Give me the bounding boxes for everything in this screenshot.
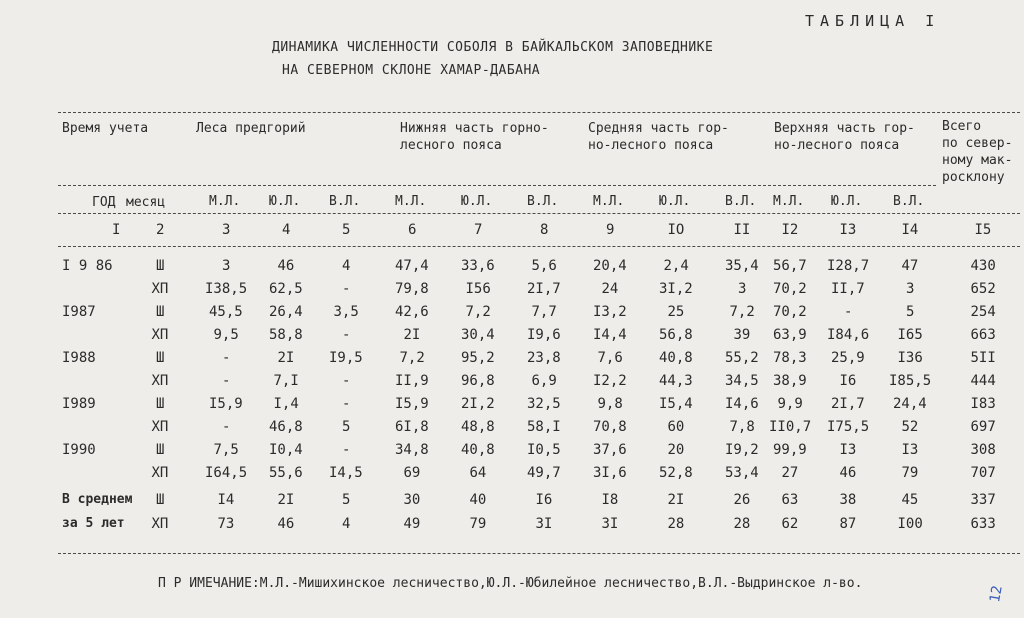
table-cell: 30 xyxy=(403,492,421,508)
table-cell: 254 xyxy=(970,304,996,320)
row-year-label: I990 xyxy=(62,442,96,458)
table-cell: 697 xyxy=(970,419,996,435)
table-cell: - xyxy=(222,350,231,366)
table-cell: 38 xyxy=(839,492,857,508)
table-cell: I4,4 xyxy=(593,327,627,343)
table-cell: I8 xyxy=(601,492,619,508)
table-cell: 40,8 xyxy=(461,442,495,458)
row-month-label: ХП xyxy=(151,327,169,343)
row-month-label: ХП xyxy=(151,373,169,389)
table-cell: II0,7 xyxy=(769,419,812,435)
table-cell: 25 xyxy=(667,304,685,320)
table-cell: 663 xyxy=(970,327,996,343)
table-cell: - xyxy=(222,373,231,389)
subheader-cell: М.Л. xyxy=(395,194,427,209)
table-cell: 2I xyxy=(403,327,421,343)
table-cell: I28,7 xyxy=(827,258,870,274)
table-cell: 38,9 xyxy=(773,373,807,389)
table-title-line1: ДИНАМИКА ЧИСЛЕННОСТИ СОБОЛЯ В БАЙКАЛЬСКОМ ЗАПОВЕДНИКЕ xyxy=(272,40,714,55)
table-cell: 96,8 xyxy=(461,373,495,389)
rule-numbers-top xyxy=(58,213,1020,214)
header-month: месяц xyxy=(126,195,166,210)
table-cell: 20 xyxy=(667,442,685,458)
row-month-label: ХП xyxy=(151,419,169,435)
table-cell: I3,2 xyxy=(593,304,627,320)
table-cell: 2,4 xyxy=(663,258,689,274)
column-number-cell: I3 xyxy=(839,222,857,238)
table-cell: 7,I xyxy=(273,373,299,389)
table-cell: 63,9 xyxy=(773,327,807,343)
table-cell: 5II xyxy=(970,350,996,366)
table-cell: 430 xyxy=(970,258,996,274)
row-month-label: ХП xyxy=(151,465,169,481)
table-cell: 58,8 xyxy=(269,327,303,343)
subheader-cell: Ю.Л. xyxy=(659,194,691,209)
table-cell: 2I xyxy=(667,492,685,508)
table-cell: 33,6 xyxy=(461,258,495,274)
table-cell: I2,2 xyxy=(593,373,627,389)
row-year-label: за 5 лет xyxy=(62,516,125,531)
table-cell: 45 xyxy=(901,492,919,508)
row-month-label: Ш xyxy=(156,396,165,412)
table-cell: 49,7 xyxy=(527,465,561,481)
table-cell: I,4 xyxy=(273,396,299,412)
table-cell: 7,5 xyxy=(213,442,239,458)
rule-bottom xyxy=(58,553,1020,554)
table-cell: 5,6 xyxy=(531,258,557,274)
table-cell: 652 xyxy=(970,281,996,297)
table-cell: 73 xyxy=(217,516,235,532)
table-cell: 3 xyxy=(222,258,231,274)
header-year: ГОД xyxy=(92,195,116,210)
table-cell: 64 xyxy=(469,465,487,481)
row-month-label: Ш xyxy=(156,258,165,274)
table-cell: 3I,6 xyxy=(593,465,627,481)
table-cell: 3 xyxy=(738,281,747,297)
subheader-cell: В.Л. xyxy=(527,194,559,209)
table-cell: 40 xyxy=(469,492,487,508)
table-cell: 7,8 xyxy=(729,419,755,435)
table-cell: 7,6 xyxy=(597,350,623,366)
table-cell: 26,4 xyxy=(269,304,303,320)
header-total: Всего по север- ному мак- росклону xyxy=(942,119,1013,185)
table-cell: 35,4 xyxy=(725,258,759,274)
table-cell: 337 xyxy=(970,492,996,508)
row-month-label: Ш xyxy=(156,492,165,508)
table-cell: 46 xyxy=(277,258,295,274)
table-cell: I9,6 xyxy=(527,327,561,343)
table-cell: 32,5 xyxy=(527,396,561,412)
table-cell: 28 xyxy=(733,516,751,532)
subheader-cell: В.Л. xyxy=(893,194,925,209)
table-cell: 70,2 xyxy=(773,281,807,297)
table-cell: - xyxy=(844,304,853,320)
table-cell: 24,4 xyxy=(893,396,927,412)
table-cell: - xyxy=(342,327,351,343)
table-cell: 55,6 xyxy=(269,465,303,481)
table-cell: 3I xyxy=(535,516,553,532)
table-cell: I4,6 xyxy=(725,396,759,412)
table-cell: 49 xyxy=(403,516,421,532)
table-cell: 95,2 xyxy=(461,350,495,366)
row-month-label: Ш xyxy=(156,442,165,458)
table-cell: 7,2 xyxy=(729,304,755,320)
table-cell: 34,8 xyxy=(395,442,429,458)
table-cell: 46 xyxy=(277,516,295,532)
subheader-cell: Ю.Л. xyxy=(461,194,493,209)
table-cell: 7,7 xyxy=(531,304,557,320)
table-cell: 62 xyxy=(781,516,799,532)
table-cell: 9,8 xyxy=(597,396,623,412)
table-cell: 44,3 xyxy=(659,373,693,389)
footnote: П Р ИМЕЧАНИЕ:М.Л.-Мишихинское лесничество,Ю.Л.-Юбилейное лесничество,В.Л.-Выдринское л-во. xyxy=(158,576,863,591)
table-cell: 4 xyxy=(342,516,351,532)
table-cell: 3,5 xyxy=(333,304,359,320)
table-cell: 79 xyxy=(901,465,919,481)
table-cell: I5,9 xyxy=(395,396,429,412)
table-cell: I9,5 xyxy=(329,350,363,366)
table-cell: II,7 xyxy=(831,281,865,297)
table-cell: 2I,7 xyxy=(527,281,561,297)
table-cell: 48,8 xyxy=(461,419,495,435)
table-cell: 6,9 xyxy=(531,373,557,389)
page-number-mark: 12 xyxy=(987,584,1006,604)
table-cell: I5,9 xyxy=(209,396,243,412)
table-cell: 70,8 xyxy=(593,419,627,435)
subheader-cell: Ю.Л. xyxy=(269,194,301,209)
table-cell: 56,8 xyxy=(659,327,693,343)
table-cell: I3 xyxy=(839,442,857,458)
table-title-line2: НА СЕВЕРНОМ СКЛОНЕ ХАМАР-ДАБАНА xyxy=(282,63,541,78)
table-cell: I83 xyxy=(970,396,996,412)
table-cell: 42,6 xyxy=(395,304,429,320)
column-number-cell: 9 xyxy=(606,222,615,238)
table-cell: 52 xyxy=(901,419,919,435)
subheader-cell: В.Л. xyxy=(329,194,361,209)
table-cell: I36 xyxy=(897,350,923,366)
table-number: ТАБЛИЦА I xyxy=(805,12,941,30)
table-cell: I0,5 xyxy=(527,442,561,458)
table-cell: 79 xyxy=(469,516,487,532)
table-cell: 707 xyxy=(970,465,996,481)
table-cell: 9,5 xyxy=(213,327,239,343)
table-cell: 3I,2 xyxy=(659,281,693,297)
table-cell: - xyxy=(342,396,351,412)
table-cell: I6 xyxy=(839,373,857,389)
table-cell: 30,4 xyxy=(461,327,495,343)
table-cell: I38,5 xyxy=(205,281,248,297)
table-cell: - xyxy=(342,373,351,389)
subheader-cell: Ю.Л. xyxy=(831,194,863,209)
row-month-label: Ш xyxy=(156,350,165,366)
column-number-cell: 4 xyxy=(282,222,291,238)
table-cell: I85,5 xyxy=(889,373,932,389)
header-zone-upper: Верхняя часть гор- но-лесного пояса xyxy=(774,121,915,153)
table-cell: I6 xyxy=(535,492,553,508)
table-cell: 56,7 xyxy=(773,258,807,274)
row-month-label: ХП xyxy=(151,516,169,532)
column-number-cell: 5 xyxy=(342,222,351,238)
table-cell: 58,I xyxy=(527,419,561,435)
table-cell: 70,2 xyxy=(773,304,807,320)
table-cell: 62,5 xyxy=(269,281,303,297)
table-cell: 25,9 xyxy=(831,350,865,366)
table-cell: I0,4 xyxy=(269,442,303,458)
table-cell: 2I,7 xyxy=(831,396,865,412)
table-cell: 9,9 xyxy=(777,396,803,412)
table-cell: 37,6 xyxy=(593,442,627,458)
table-cell: 52,8 xyxy=(659,465,693,481)
rule-numbers-bottom xyxy=(58,246,1020,247)
table-cell: 46 xyxy=(839,465,857,481)
row-year-label: I989 xyxy=(62,396,96,412)
rule-top xyxy=(58,112,1020,113)
table-cell: 2I xyxy=(277,492,295,508)
table-cell: 7,2 xyxy=(399,350,425,366)
table-cell: 39 xyxy=(733,327,751,343)
column-number-cell: 8 xyxy=(540,222,549,238)
row-month-label: Ш xyxy=(156,304,165,320)
table-cell: I9,2 xyxy=(725,442,759,458)
table-cell: 5 xyxy=(342,492,351,508)
table-cell: 40,8 xyxy=(659,350,693,366)
table-cell: 7,2 xyxy=(465,304,491,320)
table-cell: 99,9 xyxy=(773,442,807,458)
column-number-cell: I2 xyxy=(781,222,799,238)
table-cell: I56 xyxy=(465,281,491,297)
table-cell: I84,6 xyxy=(827,327,870,343)
table-cell: 444 xyxy=(970,373,996,389)
table-cell: 34,5 xyxy=(725,373,759,389)
table-cell: II,9 xyxy=(395,373,429,389)
table-cell: 5 xyxy=(906,304,915,320)
table-cell: 26 xyxy=(733,492,751,508)
table-cell: 2I xyxy=(277,350,295,366)
table-cell: 3 xyxy=(906,281,915,297)
table-cell: 23,8 xyxy=(527,350,561,366)
column-number-cell: 3 xyxy=(222,222,231,238)
header-zone-foothills: Леса предгорий xyxy=(196,121,306,136)
table-cell: 3I xyxy=(601,516,619,532)
table-cell: - xyxy=(342,281,351,297)
table-cell: 27 xyxy=(781,465,799,481)
table-cell: 5 xyxy=(342,419,351,435)
table-cell: 45,5 xyxy=(209,304,243,320)
column-number-cell: I4 xyxy=(901,222,919,238)
table-cell: 6I,8 xyxy=(395,419,429,435)
table-cell: I5,4 xyxy=(659,396,693,412)
header-zone-lower: Нижняя часть горно- лесного пояса xyxy=(400,121,549,153)
column-number-cell: I xyxy=(112,222,121,238)
subheader-cell: М.Л. xyxy=(593,194,625,209)
table-cell: 2I,2 xyxy=(461,396,495,412)
table-cell: - xyxy=(342,442,351,458)
subheader-cell: М.Л. xyxy=(773,194,805,209)
table-cell: 55,2 xyxy=(725,350,759,366)
table-cell: I65 xyxy=(897,327,923,343)
table-cell: 633 xyxy=(970,516,996,532)
table-cell: 78,3 xyxy=(773,350,807,366)
table-cell: I00 xyxy=(897,516,923,532)
table-cell: 87 xyxy=(839,516,857,532)
header-zone-middle: Средняя часть гор- но-лесного пояса xyxy=(588,121,729,153)
table-cell: 79,8 xyxy=(395,281,429,297)
subheader-cell: М.Л. xyxy=(209,194,241,209)
row-month-label: ХП xyxy=(151,281,169,297)
table-cell: 47 xyxy=(901,258,919,274)
header-time: Время учета xyxy=(62,121,149,136)
table-cell: 24 xyxy=(601,281,619,297)
table-cell: 63 xyxy=(781,492,799,508)
table-cell: 69 xyxy=(403,465,421,481)
table-cell: 60 xyxy=(667,419,685,435)
table-cell: 47,4 xyxy=(395,258,429,274)
row-year-label: I988 xyxy=(62,350,96,366)
table-cell: 28 xyxy=(667,516,685,532)
subheader-cell: В.Л. xyxy=(725,194,757,209)
column-number-cell: IO xyxy=(667,222,685,238)
row-year-label: I 9 86 xyxy=(62,258,113,274)
table-cell: 46,8 xyxy=(269,419,303,435)
table-cell: - xyxy=(222,419,231,435)
row-year-label: В среднем xyxy=(62,492,133,507)
table-cell: 20,4 xyxy=(593,258,627,274)
table-cell: I75,5 xyxy=(827,419,870,435)
row-year-label: I987 xyxy=(62,304,96,320)
rule-subheader xyxy=(58,185,936,186)
column-number-cell: I5 xyxy=(974,222,992,238)
table-cell: 4 xyxy=(342,258,351,274)
table-cell: I4,5 xyxy=(329,465,363,481)
table-cell: I64,5 xyxy=(205,465,248,481)
table-cell: I4 xyxy=(217,492,235,508)
column-number-cell: 2 xyxy=(156,222,165,238)
column-number-cell: 7 xyxy=(474,222,483,238)
table-cell: 53,4 xyxy=(725,465,759,481)
table-cell: 308 xyxy=(970,442,996,458)
column-number-cell: 6 xyxy=(408,222,417,238)
table-cell: I3 xyxy=(901,442,919,458)
column-number-cell: II xyxy=(733,222,751,238)
